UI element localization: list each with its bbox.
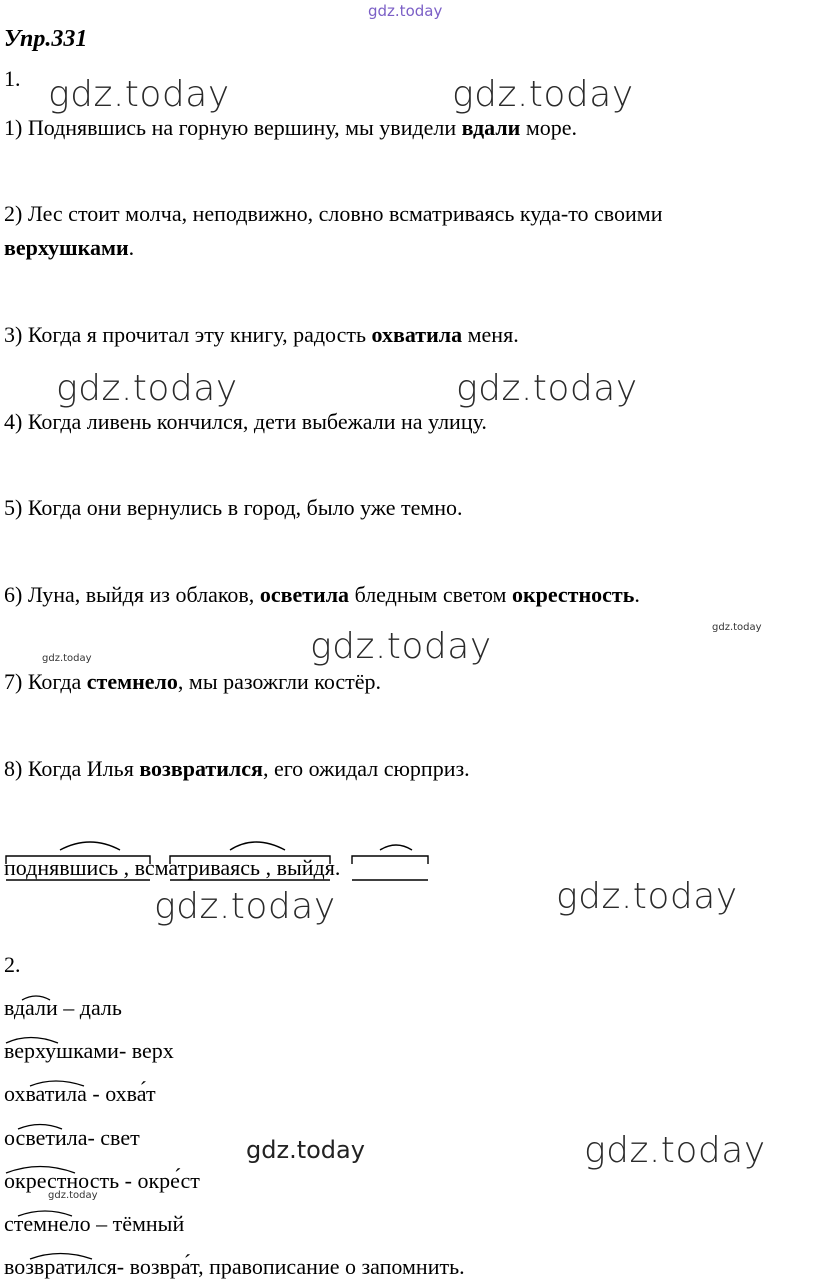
sentence-6-bold2: окрестность: [511, 582, 635, 607]
pair-2-rest: - верх: [118, 1038, 174, 1063]
pair-5-word: окрестность: [4, 1168, 120, 1193]
pair-4-rest: - свет: [87, 1125, 140, 1150]
sentence-2: [4, 201, 663, 227]
morph-sep-1: ,: [123, 855, 130, 880]
part1-number: 1.: [4, 66, 21, 91]
sentence-5: [4, 495, 463, 521]
pair-6-word: стемнело: [4, 1211, 91, 1236]
sentence-6-end: .: [634, 582, 640, 607]
arc-svet: [18, 1125, 62, 1130]
pair-3-word: охватила: [4, 1081, 87, 1106]
sentence-3-text: 3) Когда я прочитал эту книгу, радость: [4, 322, 372, 347]
watermark: gdz.today: [56, 368, 238, 409]
pair-7-rest: - возвра́т, правописание о запомнить.: [116, 1254, 465, 1279]
sentence-1-end: море.: [520, 115, 578, 140]
arc-vdali: [22, 996, 50, 1000]
watermark: gdz.today: [584, 1130, 766, 1171]
root-arc-3: [380, 845, 412, 850]
watermark: gdz.today: [556, 876, 738, 917]
pair-5-rest: - окре́ст: [119, 1168, 200, 1193]
sentence-3-bold: охватила: [371, 322, 463, 347]
watermark: gdz.today: [48, 74, 230, 115]
prefix-mark-2: [170, 856, 330, 864]
morph-word-1: поднявшись: [4, 855, 119, 880]
sentence-2-end: .: [128, 235, 135, 260]
watermark: gdz.today: [456, 368, 638, 409]
watermark: gdz.today: [452, 74, 634, 115]
sentence-7-end: , мы разожгли костёр.: [177, 669, 382, 694]
sentence-3-end: меня.: [462, 322, 519, 347]
root-arc-1: [60, 842, 120, 850]
arc-vrat: [30, 1254, 92, 1260]
sentence-8-bold: возвратился: [139, 756, 263, 781]
watermark: gdz.today: [246, 1136, 365, 1164]
sentence-7-text: 7) Когда: [4, 669, 87, 694]
morph-sep-2: ,: [265, 855, 272, 880]
root-arcs-part2: [0, 990, 200, 1270]
arc-okhvat: [30, 1081, 84, 1086]
morpheme-marks: [0, 830, 450, 890]
sentence-7: [4, 669, 381, 695]
watermark: gdz.today: [310, 626, 492, 667]
morph-end: .: [334, 855, 341, 880]
pair-2-word: верхушками: [4, 1038, 119, 1063]
sentence-5-text: 5) Когда они вернулись в город, было уже темно.: [4, 495, 463, 520]
morph-word-3: выйдя: [276, 855, 335, 880]
pair-1-rest: – даль: [57, 995, 122, 1020]
exercise-title: Упр.331: [4, 26, 88, 52]
sentence-8-text: 8) Когда Илья: [4, 756, 140, 781]
sentence-6-bold: осветила: [259, 582, 350, 607]
sentence-2-cont: [4, 235, 134, 261]
watermark-small: gdz.today: [42, 653, 92, 664]
part2-number: 2.: [4, 952, 21, 977]
watermark-small: gdz.today: [712, 622, 762, 633]
sentence-1: [4, 115, 577, 141]
pair-3-rest: - охва́т: [86, 1081, 156, 1106]
pair-6-rest: – тёмный: [90, 1211, 185, 1236]
watermark: gdz.today: [154, 886, 336, 927]
prefix-mark-3: [352, 856, 428, 864]
arc-verkh: [6, 1038, 58, 1044]
prefix-mark-1: [6, 856, 150, 864]
sentence-2-text: 2) Лес стоит молча, неподвижно, словно всматриваясь куда-то своими: [4, 201, 663, 226]
sentence-1-text: 1) Поднявшись на горную вершину, мы увидели: [4, 115, 462, 140]
sentence-6-mid: бледным светом: [349, 582, 512, 607]
sentence-8-end: , его ожидал сюрприз.: [262, 756, 470, 781]
sentence-8: [4, 756, 470, 782]
arc-temn: [18, 1211, 72, 1216]
sentence-6-text: 6) Луна, выйдя из облаков,: [4, 582, 260, 607]
sentence-7-bold: стемнело: [86, 669, 178, 694]
arc-okrest: [6, 1167, 75, 1174]
top-watermark: gdz.today: [368, 2, 443, 20]
sentence-3: [4, 322, 519, 348]
pair-4-word: осветила: [4, 1125, 88, 1150]
sentence-4-text: 4) Когда ливень кончился, дети выбежали на улицу.: [4, 409, 487, 434]
pair-1-word: вдали: [4, 995, 58, 1020]
sentence-1-bold: вдали: [461, 115, 521, 140]
sentence-6: [4, 582, 640, 608]
sentence-4: [4, 409, 487, 435]
root-arc-2: [230, 842, 285, 850]
sentence-2-bold: верхушками: [4, 235, 129, 260]
morph-word-2: всматриваясь: [134, 855, 261, 880]
watermark-small: gdz.today: [48, 1190, 98, 1201]
pair-7-word: возвратился: [4, 1254, 117, 1279]
